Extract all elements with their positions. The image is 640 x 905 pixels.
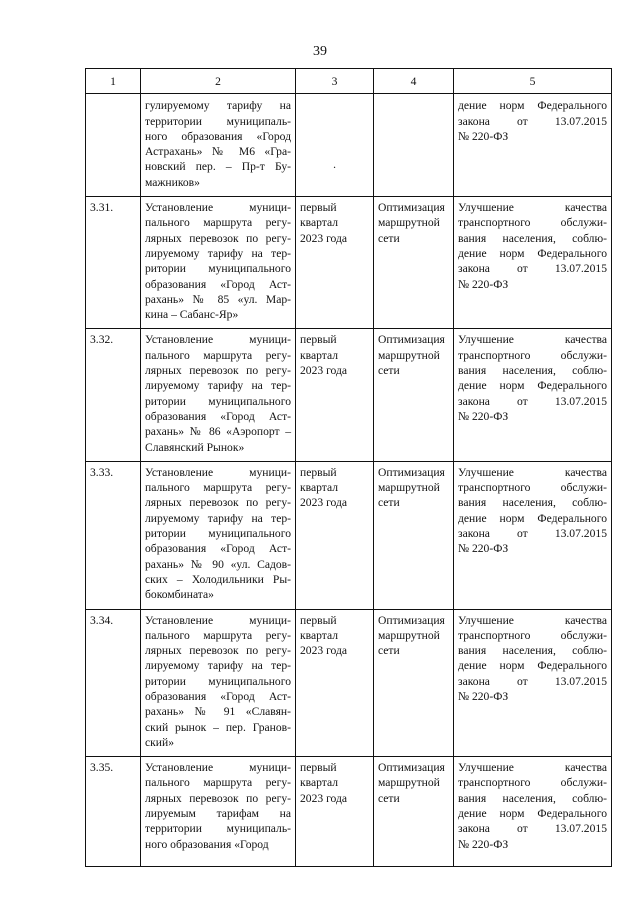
cell-description xyxy=(141,329,296,461)
text-line: лярных перевозок по регу- xyxy=(145,644,291,658)
text-line: 2023 года xyxy=(300,791,348,805)
text-line: дение норм Федерального xyxy=(458,659,607,673)
cell-goal xyxy=(374,94,454,197)
cell-period xyxy=(296,461,374,609)
column-header-2: 2 xyxy=(141,69,296,94)
text-line: лярных перевозок по регу- xyxy=(145,364,291,378)
text-line: пального маршрута регу- xyxy=(145,628,291,642)
text-line: рахань» № 85 «ул. Мар- xyxy=(145,292,291,306)
cell-description xyxy=(141,94,296,197)
text-line: сети xyxy=(378,791,400,805)
text-line: ритории муниципального xyxy=(145,262,291,276)
cell-goal xyxy=(374,461,454,609)
text-line: маршрутной xyxy=(378,348,440,362)
text-line: Установление муници- xyxy=(145,333,291,347)
text-line: транспортного обслужи- xyxy=(458,481,607,495)
text-line: территории муниципаль- xyxy=(145,822,291,836)
text-line: вания населения, соблю- xyxy=(458,496,607,510)
text-line: Установление муници- xyxy=(145,465,291,479)
text-line: дение норм Федерального xyxy=(458,807,607,821)
cell-result xyxy=(454,329,612,461)
text-line: квартал xyxy=(300,481,338,495)
cell-description xyxy=(141,757,296,867)
text-line: рахань» № 86 «Аэропорт – xyxy=(145,425,291,439)
text-line: маршрутной xyxy=(378,481,440,495)
table-row xyxy=(86,461,612,609)
text-line: образования «Город Аст- xyxy=(145,277,291,291)
cell-number: 3.35. xyxy=(86,757,141,867)
text-line: № 220-ФЗ xyxy=(458,689,509,703)
text-line: вания населения, соблю- xyxy=(458,791,607,805)
text-line: 2023 года xyxy=(300,644,348,658)
text-line: закона от 13.07.2015 xyxy=(458,822,607,836)
text-line: квартал xyxy=(300,628,338,642)
text-line: первый xyxy=(300,333,337,347)
text-line: пального маршрута регу- xyxy=(145,348,291,362)
text-line: транспортного обслужи- xyxy=(458,216,607,230)
cell-result xyxy=(454,461,612,609)
text-line: Оптимизация xyxy=(378,333,445,347)
text-line: сети xyxy=(378,644,400,658)
cell-description xyxy=(141,197,296,329)
text-line: рахань» № 91 «Славян- xyxy=(145,705,291,719)
text-line: пального маршрута регу- xyxy=(145,776,291,790)
text-line: вания населения, соблю- xyxy=(458,364,607,378)
text-line: лируемому тарифу на тер- xyxy=(145,379,291,393)
text-line: закона от 13.07.2015 xyxy=(458,262,607,276)
text-line: № 220-ФЗ xyxy=(458,277,509,291)
column-header-1: 1 xyxy=(86,69,141,94)
text-line: вания населения, соблю- xyxy=(458,644,607,658)
text-line: кина – Сабанс-Яр» xyxy=(145,308,239,322)
text-line: закона от 13.07.2015 xyxy=(458,674,607,688)
cell-description xyxy=(141,461,296,609)
text-line: лярных перевозок по регу- xyxy=(145,496,291,510)
text-line: бокомбината» xyxy=(145,588,214,602)
text-line: № 220-ФЗ xyxy=(458,542,509,556)
text-line: первый xyxy=(300,761,337,775)
column-header-4: 4 xyxy=(374,69,454,94)
text-line: лируемому тарифу на тер- xyxy=(145,246,291,260)
stray-mark: · xyxy=(332,161,337,175)
cell-goal xyxy=(374,757,454,867)
text-line: Славянский Рынок» xyxy=(145,440,245,454)
table-row-continuation xyxy=(86,94,612,197)
text-line: ритории муниципального xyxy=(145,394,291,408)
text-line: маршрутной xyxy=(378,776,440,790)
text-line: первый xyxy=(300,613,337,627)
text-line: лярных перевозок по регу- xyxy=(145,231,291,245)
text-line: № 220-ФЗ xyxy=(458,837,509,851)
text-line: Установление муници- xyxy=(145,201,291,215)
text-line: квартал xyxy=(300,216,338,230)
text-line: закона от 13.07.2015 xyxy=(458,114,607,128)
cell-period xyxy=(296,94,374,197)
text-line: ский» xyxy=(145,735,174,749)
table-row xyxy=(86,329,612,461)
text-line: квартал xyxy=(300,348,338,362)
cell-period xyxy=(296,609,374,757)
column-header-3: 3 xyxy=(296,69,374,94)
text-line: Оптимизация xyxy=(378,613,445,627)
text-line: Улучшение качества xyxy=(458,613,607,627)
text-line: территории муниципаль- xyxy=(145,114,291,128)
header-row xyxy=(86,69,612,94)
text-line: ного образования «Город xyxy=(145,129,291,143)
text-line: № 220-ФЗ xyxy=(458,409,509,423)
cell-result xyxy=(454,609,612,757)
cell-result xyxy=(454,94,612,197)
text-line: маршрутной xyxy=(378,216,440,230)
text-line: 2023 года xyxy=(300,231,348,245)
text-line: первый xyxy=(300,465,337,479)
table-row xyxy=(86,757,612,867)
cell-description xyxy=(141,609,296,757)
cell-result xyxy=(454,757,612,867)
text-line: закона от 13.07.2015 xyxy=(458,527,607,541)
text-line: ских – Холодильники Ры- xyxy=(145,572,291,586)
text-line: дение норм Федерального xyxy=(458,99,607,113)
cell-number: 3.31. xyxy=(86,197,141,329)
text-line: Астрахань» № М6 «Гра- xyxy=(145,145,291,159)
cell-goal xyxy=(374,609,454,757)
cell-period xyxy=(296,329,374,461)
text-line: новский пер. – Пр-т Бу- xyxy=(145,160,291,174)
text-line: образования «Город Аст- xyxy=(145,689,291,703)
text-line: Оптимизация xyxy=(378,761,445,775)
text-line: ский рынок – пер. Гранов- xyxy=(145,720,291,734)
text-line: ритории муниципального xyxy=(145,527,291,541)
cell-goal xyxy=(374,197,454,329)
text-line: лярных перевозок по регу- xyxy=(145,791,291,805)
text-line: лируемому тарифу на тер- xyxy=(145,511,291,525)
text-line: Улучшение качества xyxy=(458,333,607,347)
text-line: Улучшение качества xyxy=(458,761,607,775)
text-line: лируемым тарифам на xyxy=(145,807,291,821)
text-line: транспортного обслужи- xyxy=(458,348,607,362)
text-line: гулируемому тарифу на xyxy=(145,99,291,113)
text-line: 2023 года xyxy=(300,364,348,378)
cell-number: 3.32. xyxy=(86,329,141,461)
cell-goal xyxy=(374,329,454,461)
text-line: закона от 13.07.2015 xyxy=(458,394,607,408)
text-line: Улучшение качества xyxy=(458,201,607,215)
cell-number xyxy=(86,94,141,197)
text-line: квартал xyxy=(300,776,338,790)
text-line: вания населения, соблю- xyxy=(458,231,607,245)
text-line: дение норм Федерального xyxy=(458,246,607,260)
text-line: пального маршрута регу- xyxy=(145,481,291,495)
text-line: дение норм Федерального xyxy=(458,511,607,525)
cell-number: 3.34. xyxy=(86,609,141,757)
text-line: 2023 года xyxy=(300,496,348,510)
cell-period xyxy=(296,757,374,867)
text-line: лируемому тарифу на тер- xyxy=(145,659,291,673)
cell-number: 3.33. xyxy=(86,461,141,609)
text-line: маршрутной xyxy=(378,628,440,642)
cell-period xyxy=(296,197,374,329)
text-line: транспортного обслужи- xyxy=(458,628,607,642)
text-line: № 220-ФЗ xyxy=(458,129,509,143)
text-line: образования «Город Аст- xyxy=(145,409,291,423)
table-row xyxy=(86,197,612,329)
text-line: рахань» № 90 «ул. Садов- xyxy=(145,557,291,571)
text-line: Оптимизация xyxy=(378,465,445,479)
text-line: образования «Город Аст- xyxy=(145,542,291,556)
column-header-5: 5 xyxy=(454,69,612,94)
text-line: Оптимизация xyxy=(378,201,445,215)
text-line: сети xyxy=(378,231,400,245)
text-line: ритории муниципального xyxy=(145,674,291,688)
text-line: мажников» xyxy=(145,175,200,189)
text-line: сети xyxy=(378,496,400,510)
text-line: дение норм Федерального xyxy=(458,379,607,393)
page-number: 39 xyxy=(313,44,327,59)
text-line: Установление муници- xyxy=(145,613,291,627)
cell-result xyxy=(454,197,612,329)
text-line: первый xyxy=(300,201,337,215)
text-line: Установление муници- xyxy=(145,761,291,775)
plan-table xyxy=(85,68,612,867)
text-line: сети xyxy=(378,364,400,378)
text-line: ного образования «Город xyxy=(145,837,269,851)
text-line: транспортного обслужи- xyxy=(458,776,607,790)
text-line: Улучшение качества xyxy=(458,465,607,479)
table-row xyxy=(86,609,612,757)
text-line: пального маршрута регу- xyxy=(145,216,291,230)
